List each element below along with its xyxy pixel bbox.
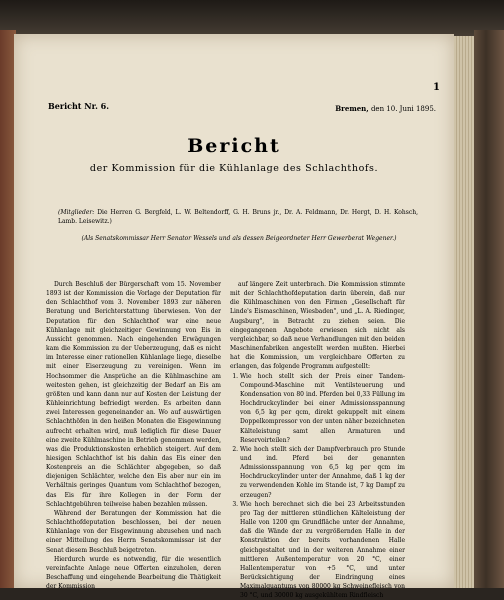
report-reference: Bericht Nr. 6. [48,101,109,111]
paragraph: Während der Beratungen der Kommission hat die Schlachthofdeputation beschlossen, bei der neuen Kühlanlage von der Eisgewinnung abzusehen und nach einer Mitteilung des Herrn Senatskommissar ist der Senat diesem Beschluß beigetreten. [46,509,221,554]
document-subtitle: der Kommission für die Kühlanlage des Schlachthofs. [89,163,379,174]
page-stack-edge [454,36,474,588]
list-item: 1. Wie hoch stellt sich der Preis einer Tandem-Compound-Maschine mit Ventilsteuerung und Kondensation von 80 ind. Pferden bei 0,33 Füllung im Hochdruckcylinder bei einer Admissionsspannung von 6,5 kg per qcm, direkt gekuppelt mit einem Doppelkompressor von der unten näher bezeichneten Kälteleistung samt allen Armaturen und Reservoirteilen? [240,372,405,445]
program-list [230,372,405,600]
dateline-place: Bremen, [335,104,369,113]
book-spine-top [0,0,504,38]
paragraph: auf längere Zeit unterbrach. Die Kommission stimmte mit der Schlachthofdeputation darin überein, daß nur die Kühlmaschinen von den Firmen „Gesellschaft für Linde's Eismaschinen, Wiesbaden", und „L. A. Riedinger, Augsburg", in Betracht zu ziehen seien. Die eingegangenen Angebote erwiesen sich nicht als vergleichbar, so daß neue Verhandlungen mit den beiden Maschinenfabriken angestellt werden mußten. Hierbei hat die Kommission, um vergleichbare Offerten zu erlangen, das folgende Programm aufgestellt: [230,281,405,371]
members-list [58,208,418,226]
list-item: 2. Wie hoch stellt sich der Dampfverbrauch pro Stunde und ind. Pferd bei der genannten Admissionsspannung von 6,5 kg per qcm im Hochdruckcylinder unter der Annahme, daß 1 kg der zu verwendenden Kohle im Stande ist, 7 kg Dampf zu erzeugen? [240,445,405,500]
left-column [46,280,221,591]
members-lead: (Mitglieder: [58,209,95,216]
members-names: Die Herren G. Bergfeld, L. W. Beltendorff, G. H. Bruns jr., Dr. A. Feldmann, Dr. Hergt, D. H. Kohsch, Lamb. Leisewitz.) [58,209,418,225]
paragraph: Hierdurch wurde es notwendig, für die wesentlich vereinfachte Anlage neue Offerten einzuholen, deren Beschaffung und eingehende Bearbeitung die Thätigkeit der Kommission [46,555,221,591]
commissioner-note: (Als Senatskommissar Herr Senator Wessels und als dessen Beigeordneter Herr Gewerberat Wegener.) [81,235,397,242]
page-number: 1 [433,82,440,93]
paragraph: Durch Beschluß der Bürgerschaft vom 15. November 1893 ist der Kommission die Vorlage der Deputation für den Schlachthof vom 3. November 1893 zur näheren Beratung und Berichterstattung überwiesen. Von der Deputation für den Schlachthof war eine neue Kühlanlage mit gleichzeitiger Gewinnung von Eis in Aussicht genommen. Nach eingehenden Erwägungen kam die Kommission zu der Ueberzeugung, daß es nicht im Interesse einer rationellen Kühlanlage liege, dieselbe mit einer Eiserzeugung zu vereinigen. Wenn im Hochsommer die Ansprüche an die Kühlmaschine am weitesten gehen, ist gleichzeitig der Bedarf an Eis am größten und kann dann nur auf Kosten der Leistung der Kühleinrichtung befriedigt werden. Es arbeiten dann zwei Interessen gegeneinander an. Wo auf auswärtigen Schlachthöfen in den heißen Monaten die Eisgewinnung aufrecht erhalten wird, muß lediglich für diese Dauer eine zweite Kühlmaschine in Betrieb genommen werden, was die Produktionskosten erheblich steigert. Auf dem hiesigen Schlachthof ist bis dahin das Eis einer den Kostenpreis an die Schlächter abgegeben, so daß diejenigen Schlächter, welche den Eis aber nur ein im Verhältnis geringes Quantum vom Schlachthof bezogen, das Eis für ihre Kollegen in der Form der Schlachtgebühren teilweise haben bezahlen müssen. [46,281,221,508]
dateline [335,104,436,113]
list-item: 3. Wie hoch berechnet sich die bei 23 Arbeitsstunden pro Tag der mittleren stündlichen Kälteleistung der Halle von 1200 qm Grundfläche unter der Annahme, daß die Wände der zu vergrößernden Halle in der Konstruktion der bereits vorhandenen Halle gleichgestaltet und in der weiteren Annahme einer mittleren Außentemperatur von 20 °C, einer Hallentemperatur von +5 °C, und unter Berücksichtigung der Eindringung eines Maximalquantums von 80000 kg Schweinefleisch von 30 °C, und 30000 kg ausgekühltem Rindfleisch [240,500,405,600]
right-column [230,280,405,600]
document-title: Bericht [187,135,281,157]
book-cover-right [474,30,504,588]
dateline-date: den 10. Juni 1895. [370,105,436,113]
